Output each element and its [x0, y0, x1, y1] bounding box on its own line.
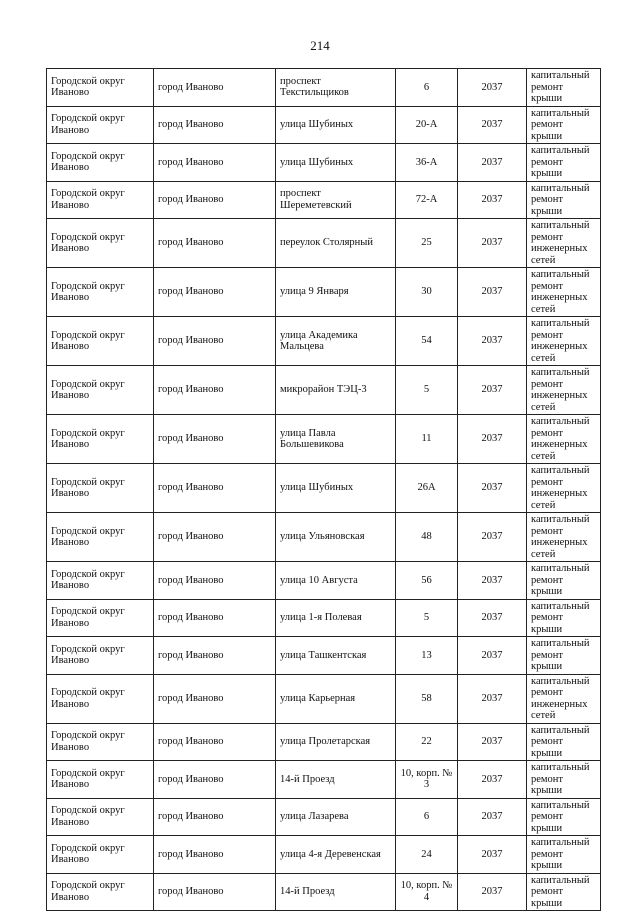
- table-row: [47, 317, 601, 366]
- locality-cell: город Иваново: [154, 723, 276, 761]
- work-type-cell: капитальный ремонт крыши: [527, 562, 601, 600]
- locality-cell: город Иваново: [154, 562, 276, 600]
- street-cell: улица 1-я Полевая: [276, 599, 396, 637]
- street-cell: улица Шубиных: [276, 464, 396, 513]
- work-type-cell: капитальный ремонт инженерных сетей: [527, 674, 601, 723]
- house-number-cell: 6: [396, 798, 458, 836]
- street-cell: 14-й Проезд: [276, 873, 396, 911]
- year-cell: 2037: [458, 181, 527, 219]
- street-cell: проспект Шереметевский: [276, 181, 396, 219]
- year-cell: 2037: [458, 268, 527, 317]
- house-number-cell: 10, корп. № 3: [396, 761, 458, 799]
- year-cell: 2037: [458, 723, 527, 761]
- locality-cell: город Иваново: [154, 674, 276, 723]
- municipality-cell: Городской округ Иваново: [47, 562, 154, 600]
- work-type-cell: капитальный ремонт инженерных сетей: [527, 366, 601, 415]
- municipality-cell: Городской округ Иваново: [47, 599, 154, 637]
- table-row: [47, 366, 601, 415]
- house-number-cell: 22: [396, 723, 458, 761]
- municipality-cell: Городской округ Иваново: [47, 144, 154, 182]
- table-row: [47, 562, 601, 600]
- locality-cell: город Иваново: [154, 219, 276, 268]
- year-cell: 2037: [458, 69, 527, 107]
- street-cell: улица Академика Мальцева: [276, 317, 396, 366]
- table-row: [47, 464, 601, 513]
- municipality-cell: Городской округ Иваново: [47, 674, 154, 723]
- repair-schedule-table: [46, 68, 601, 911]
- municipality-cell: Городской округ Иваново: [47, 317, 154, 366]
- locality-cell: город Иваново: [154, 366, 276, 415]
- house-number-cell: 58: [396, 674, 458, 723]
- year-cell: 2037: [458, 144, 527, 182]
- work-type-cell: капитальный ремонт крыши: [527, 637, 601, 675]
- locality-cell: город Иваново: [154, 415, 276, 464]
- locality-cell: город Иваново: [154, 317, 276, 366]
- locality-cell: город Иваново: [154, 637, 276, 675]
- table-row: [47, 106, 601, 144]
- locality-cell: город Иваново: [154, 144, 276, 182]
- house-number-cell: 24: [396, 836, 458, 874]
- street-cell: улица Шубиных: [276, 106, 396, 144]
- table-row: [47, 798, 601, 836]
- work-type-cell: капитальный ремонт инженерных сетей: [527, 268, 601, 317]
- work-type-cell: капитальный ремонт крыши: [527, 836, 601, 874]
- year-cell: 2037: [458, 513, 527, 562]
- table-row: [47, 637, 601, 675]
- locality-cell: город Иваново: [154, 464, 276, 513]
- municipality-cell: Городской округ Иваново: [47, 873, 154, 911]
- page-number: 214: [310, 38, 330, 53]
- locality-cell: город Иваново: [154, 836, 276, 874]
- year-cell: 2037: [458, 836, 527, 874]
- work-type-cell: капитальный ремонт инженерных сетей: [527, 464, 601, 513]
- street-cell: улица Лазарева: [276, 798, 396, 836]
- house-number-cell: 56: [396, 562, 458, 600]
- locality-cell: город Иваново: [154, 761, 276, 799]
- table-row: [47, 599, 601, 637]
- municipality-cell: Городской округ Иваново: [47, 268, 154, 317]
- municipality-cell: Городской округ Иваново: [47, 219, 154, 268]
- work-type-cell: капитальный ремонт крыши: [527, 873, 601, 911]
- work-type-cell: капитальный ремонт крыши: [527, 106, 601, 144]
- locality-cell: город Иваново: [154, 268, 276, 317]
- year-cell: 2037: [458, 798, 527, 836]
- year-cell: 2037: [458, 562, 527, 600]
- year-cell: 2037: [458, 317, 527, 366]
- work-type-cell: капитальный ремонт инженерных сетей: [527, 513, 601, 562]
- table-row: [47, 181, 601, 219]
- municipality-cell: Городской округ Иваново: [47, 513, 154, 562]
- work-type-cell: капитальный ремонт крыши: [527, 798, 601, 836]
- locality-cell: город Иваново: [154, 798, 276, 836]
- table-row: [47, 219, 601, 268]
- table-row: [47, 674, 601, 723]
- locality-cell: город Иваново: [154, 106, 276, 144]
- locality-cell: город Иваново: [154, 513, 276, 562]
- locality-cell: город Иваново: [154, 69, 276, 107]
- municipality-cell: Городской округ Иваново: [47, 69, 154, 107]
- street-cell: проспект Текстильщиков: [276, 69, 396, 107]
- house-number-cell: 20-А: [396, 106, 458, 144]
- year-cell: 2037: [458, 674, 527, 723]
- year-cell: 2037: [458, 106, 527, 144]
- locality-cell: город Иваново: [154, 181, 276, 219]
- work-type-cell: капитальный ремонт инженерных сетей: [527, 317, 601, 366]
- house-number-cell: 5: [396, 599, 458, 637]
- street-cell: улица Ульяновская: [276, 513, 396, 562]
- work-type-cell: капитальный ремонт крыши: [527, 181, 601, 219]
- street-cell: улица 10 Августа: [276, 562, 396, 600]
- work-type-cell: капитальный ремонт крыши: [527, 599, 601, 637]
- work-type-cell: капитальный ремонт инженерных сетей: [527, 415, 601, 464]
- table-row: [47, 761, 601, 799]
- street-cell: улица Шубиных: [276, 144, 396, 182]
- table-row: [47, 268, 601, 317]
- table-row: [47, 513, 601, 562]
- house-number-cell: 13: [396, 637, 458, 675]
- table-row: [47, 69, 601, 107]
- table-row: [47, 144, 601, 182]
- house-number-cell: 6: [396, 69, 458, 107]
- municipality-cell: Городской округ Иваново: [47, 106, 154, 144]
- house-number-cell: 72-А: [396, 181, 458, 219]
- work-type-cell: капитальный ремонт крыши: [527, 723, 601, 761]
- street-cell: переулок Столярный: [276, 219, 396, 268]
- house-number-cell: 48: [396, 513, 458, 562]
- municipality-cell: Городской округ Иваново: [47, 798, 154, 836]
- street-cell: улица 9 Января: [276, 268, 396, 317]
- year-cell: 2037: [458, 637, 527, 675]
- house-number-cell: 25: [396, 219, 458, 268]
- municipality-cell: Городской округ Иваново: [47, 464, 154, 513]
- year-cell: 2037: [458, 464, 527, 513]
- table-row: [47, 415, 601, 464]
- year-cell: 2037: [458, 415, 527, 464]
- street-cell: микрорайон ТЭЦ-3: [276, 366, 396, 415]
- work-type-cell: капитальный ремонт крыши: [527, 761, 601, 799]
- table-body: [47, 69, 601, 911]
- work-type-cell: капитальный ремонт инженерных сетей: [527, 219, 601, 268]
- locality-cell: город Иваново: [154, 873, 276, 911]
- work-type-cell: капитальный ремонт крыши: [527, 69, 601, 107]
- house-number-cell: 30: [396, 268, 458, 317]
- municipality-cell: Городской округ Иваново: [47, 181, 154, 219]
- work-type-cell: капитальный ремонт крыши: [527, 144, 601, 182]
- house-number-cell: 36-А: [396, 144, 458, 182]
- house-number-cell: 54: [396, 317, 458, 366]
- table-row: [47, 836, 601, 874]
- street-cell: улица Карьерная: [276, 674, 396, 723]
- municipality-cell: Городской округ Иваново: [47, 836, 154, 874]
- house-number-cell: 26А: [396, 464, 458, 513]
- municipality-cell: Городской округ Иваново: [47, 415, 154, 464]
- year-cell: 2037: [458, 219, 527, 268]
- street-cell: 14-й Проезд: [276, 761, 396, 799]
- year-cell: 2037: [458, 366, 527, 415]
- municipality-cell: Городской округ Иваново: [47, 761, 154, 799]
- year-cell: 2037: [458, 599, 527, 637]
- locality-cell: город Иваново: [154, 599, 276, 637]
- municipality-cell: Городской округ Иваново: [47, 637, 154, 675]
- year-cell: 2037: [458, 761, 527, 799]
- street-cell: улица Ташкентская: [276, 637, 396, 675]
- street-cell: улица 4-я Деревенская: [276, 836, 396, 874]
- municipality-cell: Городской округ Иваново: [47, 366, 154, 415]
- municipality-cell: Городской округ Иваново: [47, 723, 154, 761]
- house-number-cell: 10, корп. № 4: [396, 873, 458, 911]
- table-row: [47, 723, 601, 761]
- house-number-cell: 11: [396, 415, 458, 464]
- street-cell: улица Павла Большевикова: [276, 415, 396, 464]
- house-number-cell: 5: [396, 366, 458, 415]
- street-cell: улица Пролетарская: [276, 723, 396, 761]
- year-cell: 2037: [458, 873, 527, 911]
